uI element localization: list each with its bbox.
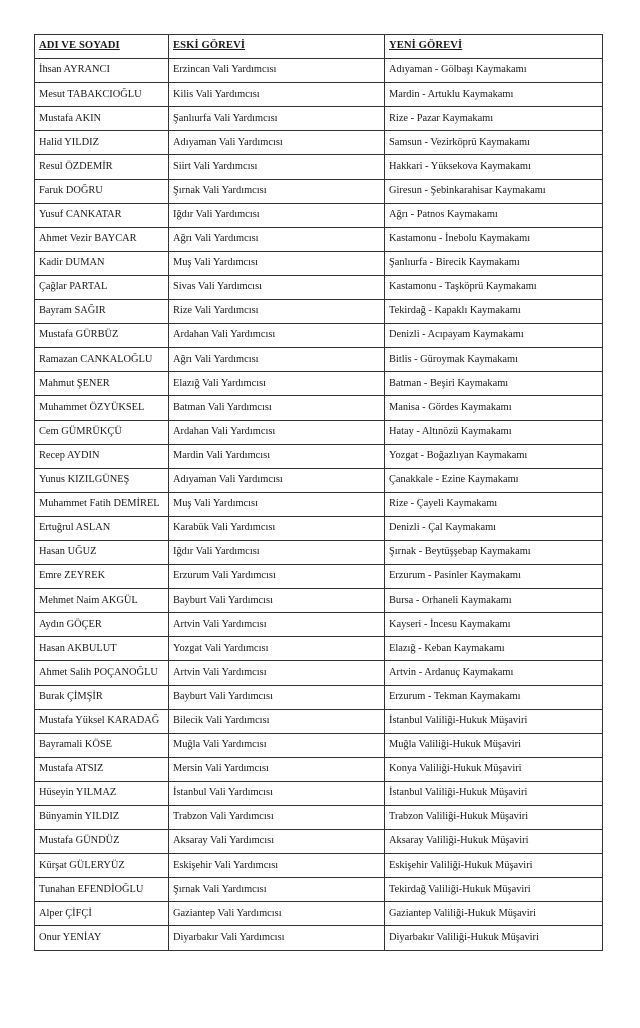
cell-name: Tunahan EFENDİOĞLU <box>35 878 169 902</box>
cell-old-post: Adıyaman Vali Yardımcısı <box>169 131 385 155</box>
cell-new-post: Denizli - Çal Kaymakamı <box>385 516 603 540</box>
table-row <box>35 902 603 926</box>
table-row <box>35 396 603 420</box>
cell-old-post: İstanbul Vali Yardımcısı <box>169 781 385 805</box>
cell-new-post: Eskişehir Valiliği-Hukuk Müşaviri <box>385 854 603 878</box>
cell-old-post: Iğdır Vali Yardımcısı <box>169 540 385 564</box>
cell-old-post: Ardahan Vali Yardımcısı <box>169 420 385 444</box>
cell-old-post: Karabük Vali Yardımcısı <box>169 516 385 540</box>
cell-old-post: Eskişehir Vali Yardımcısı <box>169 854 385 878</box>
cell-name: Aydın GÖÇER <box>35 613 169 637</box>
cell-old-post: Erzurum Vali Yardımcısı <box>169 565 385 589</box>
cell-new-post: Bitlis - Güroymak Kaymakamı <box>385 348 603 372</box>
column-header-new-post: YENİ GÖREVİ <box>385 35 603 59</box>
cell-new-post: Kastamonu - Taşköprü Kaymakamı <box>385 275 603 299</box>
cell-new-post: Ağrı - Patnos Kaymakamı <box>385 203 603 227</box>
cell-old-post: Şırnak Vali Yardımcısı <box>169 878 385 902</box>
table-row <box>35 324 603 348</box>
cell-new-post: Şırnak - Beytüşşebap Kaymakamı <box>385 540 603 564</box>
cell-new-post: Rize - Çayeli Kaymakamı <box>385 492 603 516</box>
cell-new-post: Yozgat - Boğazlıyan Kaymakamı <box>385 444 603 468</box>
cell-name: Muhammet Fatih DEMİREL <box>35 492 169 516</box>
cell-old-post: Bayburt Vali Yardımcısı <box>169 589 385 613</box>
cell-name: Burak ÇİMŞİR <box>35 685 169 709</box>
table-row <box>35 492 603 516</box>
cell-name: Alper ÇİFÇİ <box>35 902 169 926</box>
cell-name: Mustafa AKIN <box>35 107 169 131</box>
cell-new-post: Konya Valiliği-Hukuk Müşaviri <box>385 757 603 781</box>
table-row <box>35 806 603 830</box>
cell-old-post: Bilecik Vali Yardımcısı <box>169 709 385 733</box>
cell-new-post: Erzurum - Tekman Kaymakamı <box>385 685 603 709</box>
cell-name: Ramazan CANKALOĞLU <box>35 348 169 372</box>
table-row <box>35 131 603 155</box>
table-row <box>35 444 603 468</box>
cell-old-post: Mersin Vali Yardımcısı <box>169 757 385 781</box>
cell-old-post: Kilis Vali Yardımcısı <box>169 83 385 107</box>
cell-new-post: Adıyaman - Gölbaşı Kaymakamı <box>385 59 603 83</box>
table-row <box>35 613 603 637</box>
cell-new-post: Samsun - Vezirköprü Kaymakamı <box>385 131 603 155</box>
cell-new-post: Kastamonu - İnebolu Kaymakamı <box>385 227 603 251</box>
appointment-list-sheet <box>34 34 602 951</box>
cell-new-post: Trabzon Valiliği-Hukuk Müşaviri <box>385 806 603 830</box>
table-row <box>35 420 603 444</box>
cell-old-post: Gaziantep Vali Yardımcısı <box>169 902 385 926</box>
table-row <box>35 275 603 299</box>
table-row <box>35 830 603 854</box>
cell-new-post: İstanbul Valiliği-Hukuk Müşaviri <box>385 781 603 805</box>
cell-new-post: Hakkari - Yüksekova Kaymakamı <box>385 155 603 179</box>
cell-old-post: Ardahan Vali Yardımcısı <box>169 324 385 348</box>
cell-old-post: Artvin Vali Yardımcısı <box>169 613 385 637</box>
column-header-old-post: ESKİ GÖREVİ <box>169 35 385 59</box>
cell-name: Bayramali KÖSE <box>35 733 169 757</box>
cell-old-post: Batman Vali Yardımcısı <box>169 396 385 420</box>
cell-name: Ertuğrul ASLAN <box>35 516 169 540</box>
cell-name: Bünyamin YILDIZ <box>35 806 169 830</box>
cell-old-post: Artvin Vali Yardımcısı <box>169 661 385 685</box>
table-row <box>35 155 603 179</box>
cell-name: Mehmet Naim AKGÜL <box>35 589 169 613</box>
cell-new-post: Hatay - Altınözü Kaymakamı <box>385 420 603 444</box>
cell-name: Mustafa GÜNDÜZ <box>35 830 169 854</box>
table-row <box>35 565 603 589</box>
cell-new-post: Erzurum - Pasinler Kaymakamı <box>385 565 603 589</box>
cell-new-post: Manisa - Gördes Kaymakamı <box>385 396 603 420</box>
table-row <box>35 757 603 781</box>
cell-name: Mustafa GÜRBÜZ <box>35 324 169 348</box>
cell-name: Hasan AKBULUT <box>35 637 169 661</box>
cell-old-post: Erzincan Vali Yardımcısı <box>169 59 385 83</box>
table-row <box>35 516 603 540</box>
cell-new-post: Kayseri - İncesu Kaymakamı <box>385 613 603 637</box>
table-row <box>35 733 603 757</box>
cell-name: Mesut TABAKCIOĞLU <box>35 83 169 107</box>
cell-new-post: Tekirdağ Valiliği-Hukuk Müşaviri <box>385 878 603 902</box>
table-row <box>35 637 603 661</box>
table-row <box>35 83 603 107</box>
cell-old-post: Iğdır Vali Yardımcısı <box>169 203 385 227</box>
cell-old-post: Diyarbakır Vali Yardımcısı <box>169 926 385 950</box>
table-row <box>35 348 603 372</box>
cell-new-post: Batman - Beşiri Kaymakamı <box>385 372 603 396</box>
table-row <box>35 854 603 878</box>
cell-old-post: Muş Vali Yardımcısı <box>169 492 385 516</box>
cell-new-post: Çanakkale - Ezine Kaymakamı <box>385 468 603 492</box>
cell-old-post: Sivas Vali Yardımcısı <box>169 275 385 299</box>
table-row <box>35 107 603 131</box>
table-row <box>35 468 603 492</box>
cell-old-post: Ağrı Vali Yardımcısı <box>169 227 385 251</box>
table-row <box>35 709 603 733</box>
cell-name: Kadir DUMAN <box>35 251 169 275</box>
cell-old-post: Bayburt Vali Yardımcısı <box>169 685 385 709</box>
table-row <box>35 685 603 709</box>
cell-old-post: Mardin Vali Yardımcısı <box>169 444 385 468</box>
cell-new-post: Mardin - Artuklu Kaymakamı <box>385 83 603 107</box>
cell-name: Hasan UĞUZ <box>35 540 169 564</box>
table-body <box>35 59 603 950</box>
cell-new-post: Şanlıurfa - Birecik Kaymakamı <box>385 251 603 275</box>
cell-name: Hüseyin YILMAZ <box>35 781 169 805</box>
cell-name: Cem GÜMRÜKÇÜ <box>35 420 169 444</box>
cell-new-post: Tekirdağ - Kapaklı Kaymakamı <box>385 300 603 324</box>
cell-name: Muhammet ÖZYÜKSEL <box>35 396 169 420</box>
cell-new-post: Diyarbakır Valiliği-Hukuk Müşaviri <box>385 926 603 950</box>
cell-old-post: Trabzon Vali Yardımcısı <box>169 806 385 830</box>
cell-name: Mustafa ATSIZ <box>35 757 169 781</box>
cell-name: Çağlar PARTAL <box>35 275 169 299</box>
cell-old-post: Siirt Vali Yardımcısı <box>169 155 385 179</box>
cell-name: Yunus KIZILGÜNEŞ <box>35 468 169 492</box>
cell-old-post: Şanlıurfa Vali Yardımcısı <box>169 107 385 131</box>
table-row <box>35 926 603 950</box>
cell-new-post: Bursa - Orhaneli Kaymakamı <box>385 589 603 613</box>
cell-name: Resul ÖZDEMİR <box>35 155 169 179</box>
table-row <box>35 179 603 203</box>
table-row <box>35 781 603 805</box>
cell-new-post: Aksaray Valiliği-Hukuk Müşaviri <box>385 830 603 854</box>
cell-name: Ahmet Salih POÇANOĞLU <box>35 661 169 685</box>
table-row <box>35 540 603 564</box>
cell-name: Recep AYDIN <box>35 444 169 468</box>
cell-new-post: Muğla Valiliği-Hukuk Müşaviri <box>385 733 603 757</box>
cell-old-post: Adıyaman Vali Yardımcısı <box>169 468 385 492</box>
cell-old-post: Muğla Vali Yardımcısı <box>169 733 385 757</box>
cell-old-post: Muş Vali Yardımcısı <box>169 251 385 275</box>
cell-new-post: Giresun - Şebinkarahisar Kaymakamı <box>385 179 603 203</box>
table-row <box>35 372 603 396</box>
table-row <box>35 661 603 685</box>
cell-new-post: İstanbul Valiliği-Hukuk Müşaviri <box>385 709 603 733</box>
table-row <box>35 589 603 613</box>
cell-new-post: Artvin - Ardanuç Kaymakamı <box>385 661 603 685</box>
table-row <box>35 59 603 83</box>
cell-new-post: Denizli - Acıpayam Kaymakamı <box>385 324 603 348</box>
cell-name: Kürşat GÜLERYÜZ <box>35 854 169 878</box>
table-row <box>35 203 603 227</box>
cell-name: Ahmet Vezir BAYCAR <box>35 227 169 251</box>
cell-old-post: Yozgat Vali Yardımcısı <box>169 637 385 661</box>
cell-name: Mahmut ŞENER <box>35 372 169 396</box>
cell-name: Mustafa Yüksel KARADAĞ <box>35 709 169 733</box>
cell-name: Faruk DOĞRU <box>35 179 169 203</box>
table-row <box>35 300 603 324</box>
cell-name: İhsan AYRANCI <box>35 59 169 83</box>
cell-old-post: Rize Vali Yardımcısı <box>169 300 385 324</box>
cell-name: Halid YILDIZ <box>35 131 169 155</box>
cell-name: Emre ZEYREK <box>35 565 169 589</box>
cell-old-post: Elazığ Vali Yardımcısı <box>169 372 385 396</box>
cell-old-post: Ağrı Vali Yardımcısı <box>169 348 385 372</box>
cell-new-post: Rize - Pazar Kaymakamı <box>385 107 603 131</box>
cell-new-post: Gaziantep Valiliği-Hukuk Müşaviri <box>385 902 603 926</box>
column-header-name: ADI VE SOYADI <box>35 35 169 59</box>
cell-name: Onur YENİAY <box>35 926 169 950</box>
appointments-table <box>34 34 603 951</box>
cell-new-post: Elazığ - Keban Kaymakamı <box>385 637 603 661</box>
table-row <box>35 878 603 902</box>
table-header-row <box>35 35 603 59</box>
table-row <box>35 227 603 251</box>
cell-old-post: Aksaray Vali Yardımcısı <box>169 830 385 854</box>
table-row <box>35 251 603 275</box>
cell-old-post: Şırnak Vali Yardımcısı <box>169 179 385 203</box>
cell-name: Yusuf CANKATAR <box>35 203 169 227</box>
cell-name: Bayram SAĞIR <box>35 300 169 324</box>
